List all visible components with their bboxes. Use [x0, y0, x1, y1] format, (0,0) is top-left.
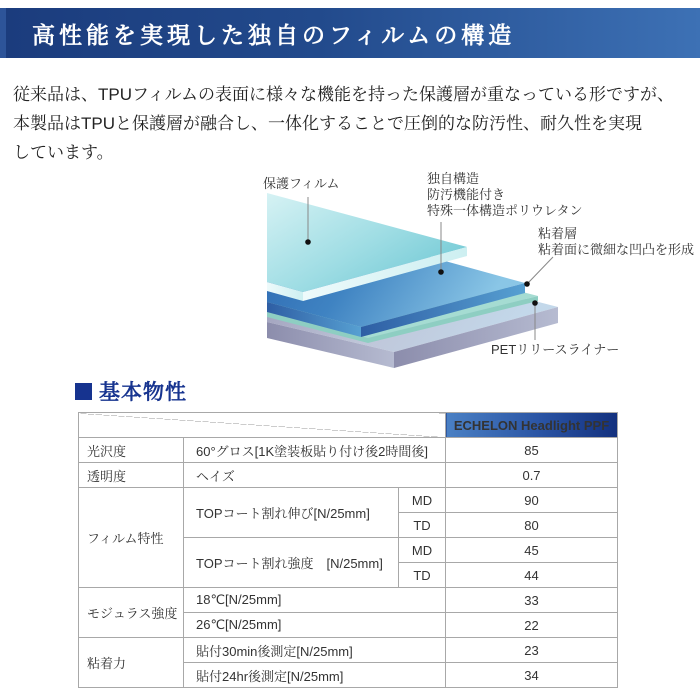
condition-cell: 26℃[N/25mm]	[184, 613, 446, 638]
value-cell: 34	[446, 663, 618, 688]
header-diagonal-cell	[79, 413, 446, 438]
table-row	[79, 488, 618, 513]
value-cell: 0.7	[446, 463, 618, 488]
page-banner	[0, 8, 700, 58]
category-cell: 光沢度	[79, 438, 184, 463]
section-square-icon	[75, 383, 92, 400]
table-header-row	[79, 413, 618, 438]
table-row	[79, 463, 618, 488]
condition-cell: 貼付24hr後測定[N/25mm]	[184, 663, 446, 688]
table-row	[79, 588, 618, 613]
intro-line-2: 本製品はTPUと保護層が融合し、一体化することで圧倒的な防汚性、耐久性を実現	[13, 114, 642, 133]
label-adhesive-layer	[538, 226, 694, 258]
table-row	[79, 438, 618, 463]
section-title-text: 基本物性	[99, 381, 187, 404]
value-cell: 85	[446, 438, 618, 463]
category-cell: フィルム特性	[79, 488, 184, 588]
intro-paragraph	[13, 80, 691, 167]
condition-cell: 18℃[N/25mm]	[184, 588, 446, 613]
condition-cell: TOPコート割れ伸び[N/25mm]	[184, 488, 399, 538]
value-cell: 90	[446, 488, 618, 513]
condition-cell: 60°グロス[1K塗装板貼り付け後2時間後]	[184, 438, 446, 463]
condition-cell: 貼付30min後測定[N/25mm]	[184, 638, 446, 663]
intro-line-3: しています。	[13, 143, 114, 162]
intro-line-1: 従来品は、TPUフィルムの表面に様々な機能を持った保護層が重なっている形ですが、	[13, 85, 674, 104]
direction-cell: MD	[399, 488, 446, 513]
value-cell: 80	[446, 513, 618, 538]
value-cell: 22	[446, 613, 618, 638]
value-cell: 45	[446, 538, 618, 563]
direction-cell: TD	[399, 563, 446, 588]
label-unique-structure-line1: 独自構造	[427, 171, 480, 186]
label-adhesive-line2: 粘着面に微細な凹凸を形成	[538, 242, 695, 257]
basic-properties-table	[78, 412, 618, 688]
label-unique-structure-line2: 防汚機能付き	[427, 187, 506, 202]
direction-cell: MD	[399, 538, 446, 563]
condition-cell: TOPコート割れ強度 [N/25mm]	[184, 538, 399, 588]
value-cell: 23	[446, 638, 618, 663]
value-cell: 44	[446, 563, 618, 588]
category-cell: 透明度	[79, 463, 184, 488]
direction-cell: TD	[399, 513, 446, 538]
section-title	[75, 376, 187, 406]
category-cell: モジュラス強度	[79, 588, 184, 638]
page-title: 高性能を実現した独自のフィルムの構造	[32, 22, 516, 48]
table-row	[79, 638, 618, 663]
label-protective-film: 保護フィルム	[263, 176, 340, 191]
product-header-cell: ECHELON Headlight PPF	[446, 413, 618, 438]
category-cell: 粘着力	[79, 638, 184, 688]
value-cell: 33	[446, 588, 618, 613]
label-release-liner: PETリリースライナー	[491, 342, 620, 357]
label-unique-structure	[427, 171, 582, 219]
film-structure-diagram	[0, 168, 700, 378]
label-adhesive-line1: 粘着層	[538, 226, 578, 241]
label-unique-structure-line3: 特殊一体構造ポリウレタン	[427, 203, 583, 218]
condition-cell: ヘイズ	[184, 463, 446, 488]
